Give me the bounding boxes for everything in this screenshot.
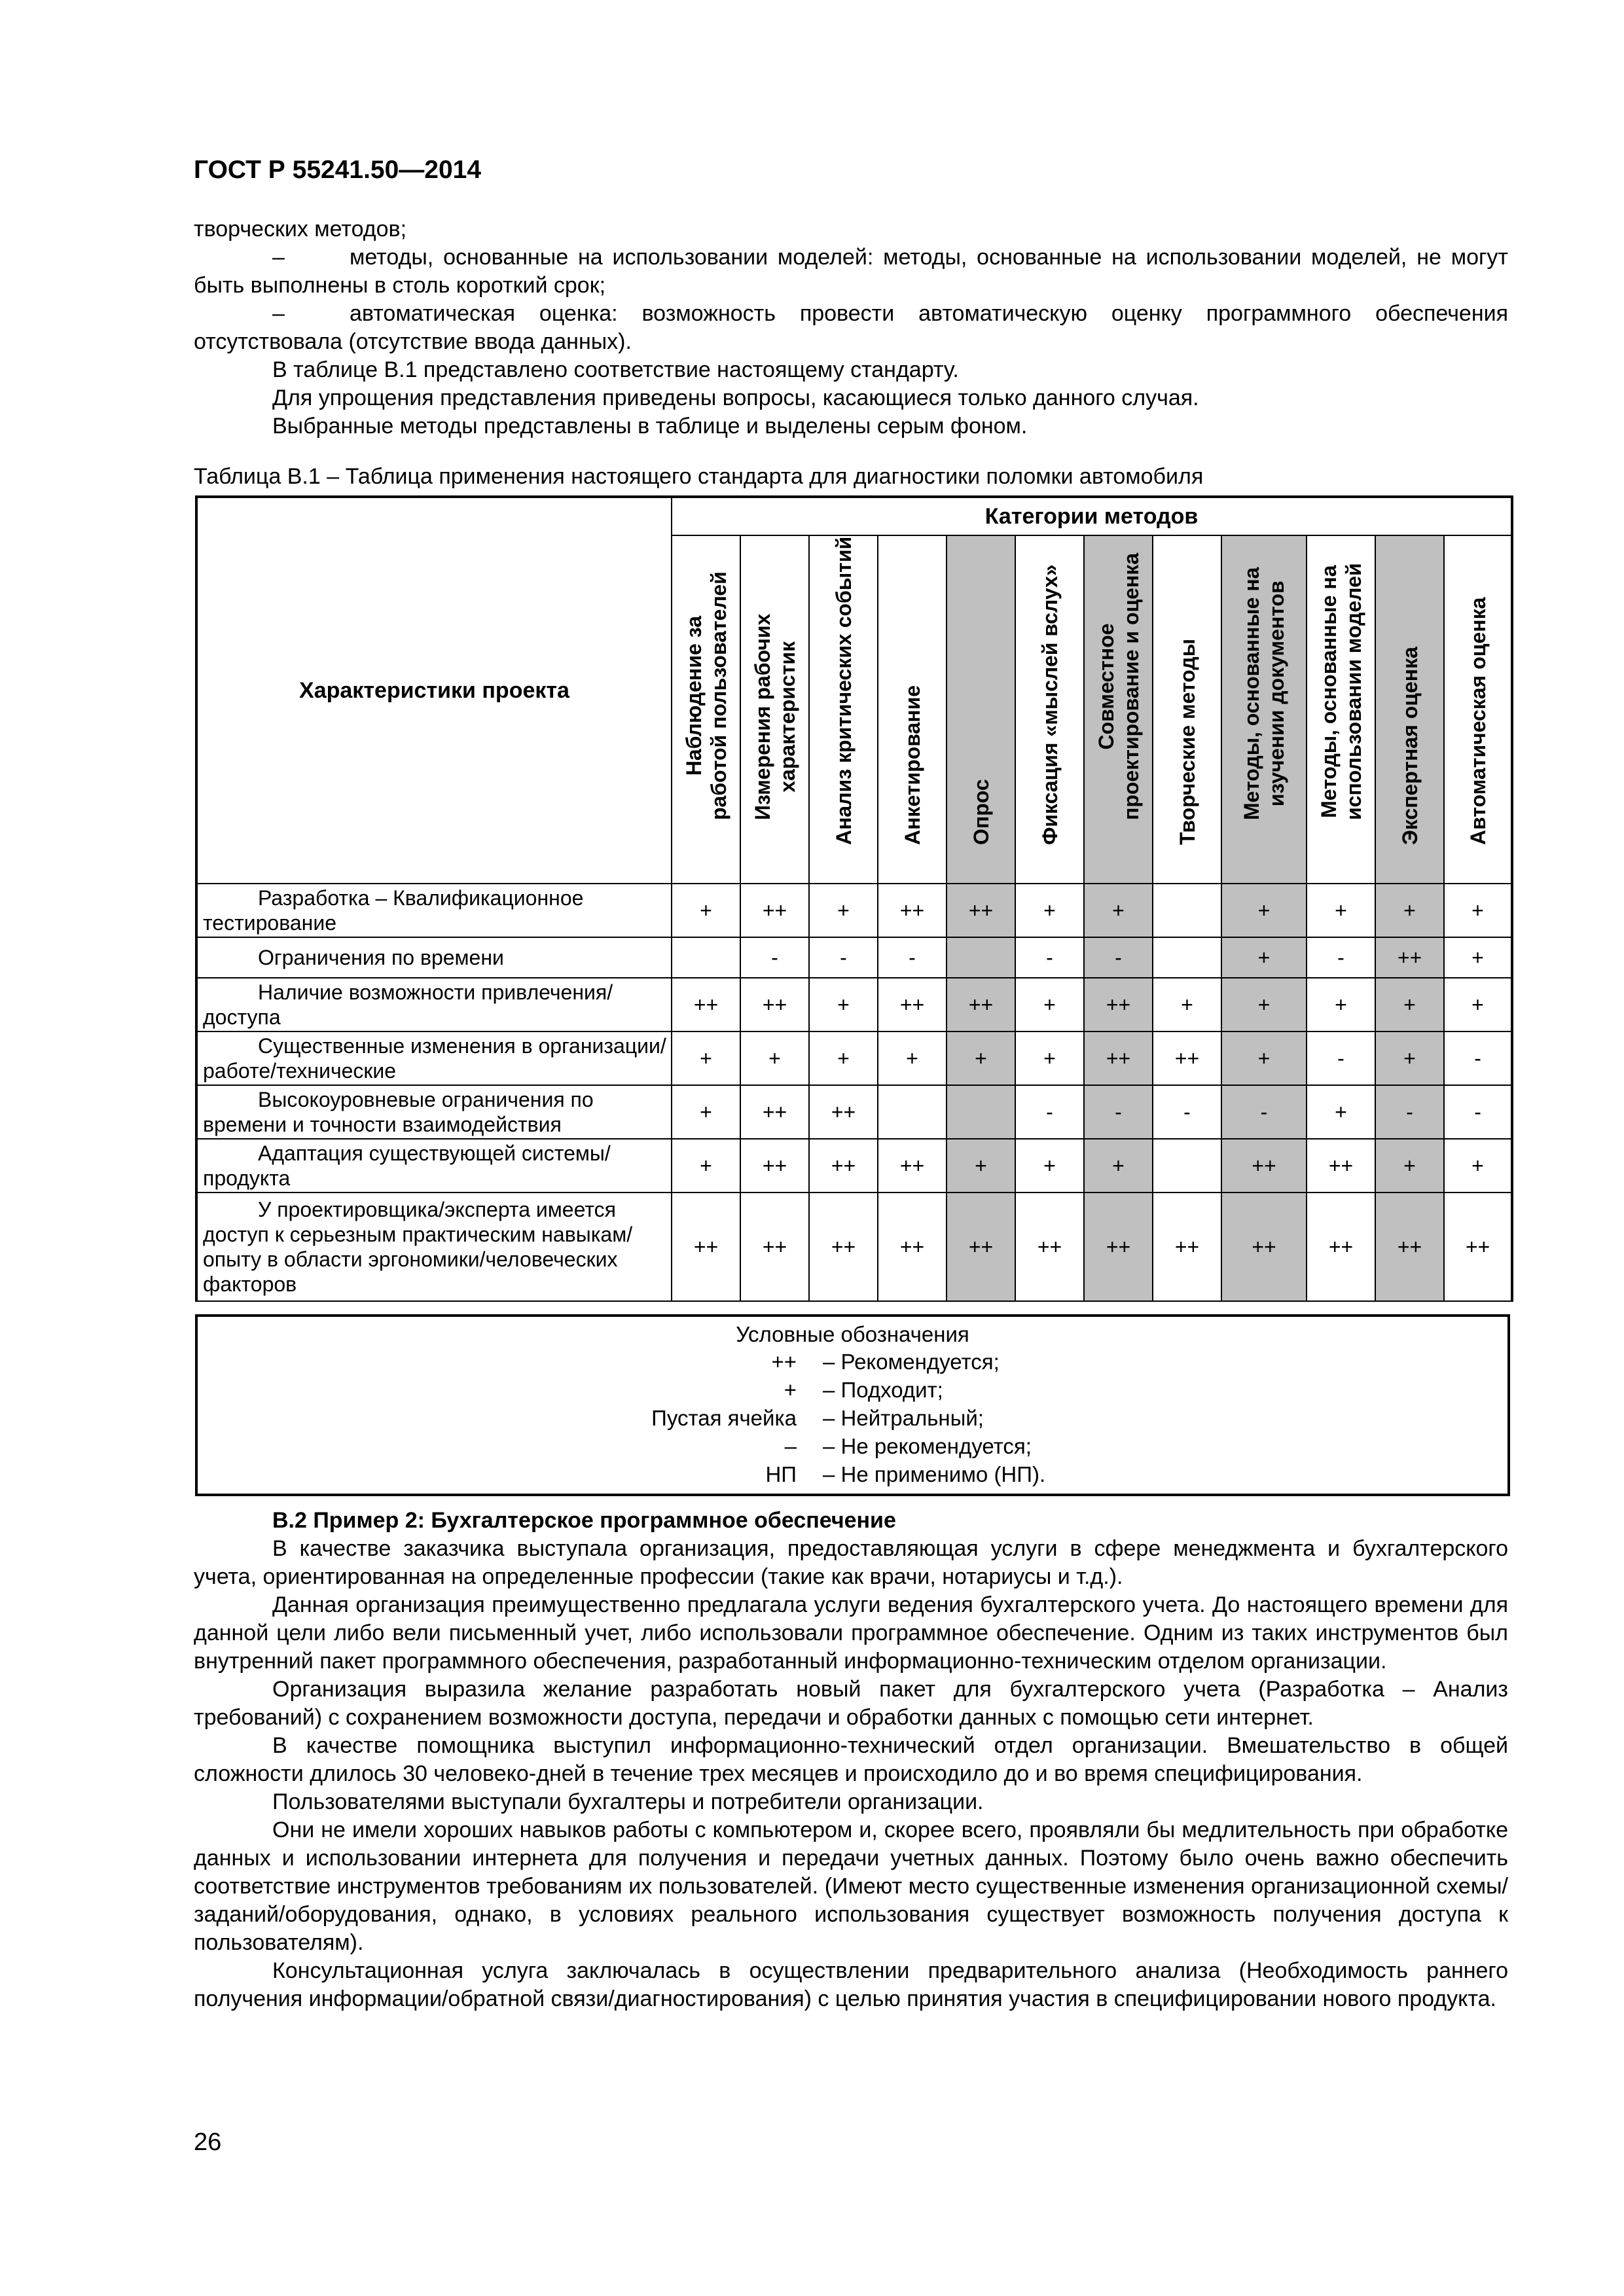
mark-cell: + — [672, 1139, 740, 1193]
row-label — [196, 937, 672, 978]
mark-cell: ++ — [947, 884, 1015, 937]
mark-cell: + — [1444, 978, 1512, 1031]
mark-cell: + — [947, 1139, 1015, 1193]
characteristics-header: Характеристики проекта — [196, 497, 672, 884]
mark-cell: + — [672, 1031, 740, 1085]
column-header — [1307, 535, 1375, 884]
column-header-label: Измерения рабочих характеристик — [750, 613, 799, 820]
row-label-text: У проектировщика/эксперта имеется доступ к серьезным практическим навыкам/опыту в области эргономики/человеческих факторов — [203, 1198, 633, 1296]
section-paragraph: Организация выразила желание разработать новый пакет для бухгалтерского учета (Разработка – Анализ требований) с сохранением возможности доступа, передачи и обработки данных с помощью сети интернет. — [194, 1677, 1508, 1730]
mark-cell: + — [672, 1085, 740, 1139]
mark-cell: - — [740, 937, 809, 978]
column-header — [672, 535, 740, 884]
mark-cell: ++ — [740, 978, 809, 1031]
table-row — [196, 978, 1512, 1031]
column-header-label: Анкетирование — [900, 685, 924, 845]
row-label — [196, 978, 672, 1031]
section-paragraphs — [194, 1535, 1508, 2013]
mark-cell: + — [1375, 978, 1444, 1031]
bullet-text: автоматическая оценка: возможность провести автоматическую оценку программного обеспечения отсутствовала (отсутствие ввода данных). — [194, 301, 1508, 354]
bullet-dash: – — [272, 301, 285, 326]
mark-cell: - — [878, 937, 947, 978]
column-header — [1444, 535, 1512, 884]
intro-paragraph: В таблице В.1 представлено соответствие настоящему стандарту. — [272, 357, 959, 382]
mark-cell: + — [1153, 978, 1221, 1031]
mark-cell — [947, 937, 1015, 978]
mark-cell: + — [1015, 1031, 1084, 1085]
mark-cell: ++ — [878, 978, 947, 1031]
legend-item — [198, 1378, 1507, 1405]
mark-cell: + — [1307, 978, 1375, 1031]
column-header — [1375, 535, 1444, 884]
intro-bullet-2 — [194, 300, 1508, 356]
column-header-label: Методы, основанные на изучении документов — [1240, 567, 1288, 820]
mark-cell: ++ — [947, 1193, 1015, 1301]
table-row — [196, 937, 1512, 978]
mark-cell — [672, 937, 740, 978]
section-block — [194, 1507, 1508, 2013]
mark-cell: + — [809, 1031, 878, 1085]
column-header-label: Фиксация «мыслей вслух» — [1038, 564, 1062, 845]
mark-cell: + — [809, 884, 878, 937]
legend-meaning: – Не применимо (НП). — [823, 1462, 1046, 1486]
mark-cell: + — [1221, 978, 1307, 1031]
mark-cell: ++ — [1221, 1193, 1307, 1301]
row-label-text: Ограничения по времени — [258, 946, 504, 969]
table-body — [196, 884, 1512, 1301]
column-header-label: Опрос — [969, 779, 993, 845]
legend-symbol: НП — [765, 1462, 797, 1486]
mark-cell: + — [1307, 1085, 1375, 1139]
section-paragraph: Консультационная услуга заключалась в осуществлении предварительного анализа (Необходимость раннего получения информации/обратной связи/диагностирования) с целью принятия участия в специфицировании нового продукта. — [194, 1958, 1508, 2011]
mark-cell: ++ — [809, 1193, 878, 1301]
legend-item — [198, 1462, 1507, 1490]
mark-cell: - — [1084, 1085, 1153, 1139]
mark-cell: + — [1444, 884, 1512, 937]
column-header-label: Экспертная оценка — [1398, 647, 1422, 845]
intro-paragraph: Для упрощения представления приведены вопросы, касающиеся только данного случая. — [272, 386, 1199, 410]
legend-meaning: – Нейтральный; — [823, 1406, 984, 1430]
table-row — [196, 884, 1512, 937]
row-label-text: Существенные изменения в организации/работе/технические — [203, 1034, 666, 1083]
row-label — [196, 1193, 672, 1301]
column-header-label: Совместное проектирование и оценка — [1094, 552, 1143, 820]
section-paragraph: Пользователями выступали бухгалтеры и потребители организации. — [272, 1789, 984, 1814]
methods-table — [195, 495, 1513, 1302]
legend-symbol: Пустая ячейка — [651, 1406, 797, 1430]
mark-cell: ++ — [672, 1193, 740, 1301]
legend-item — [198, 1434, 1507, 1462]
mark-cell: - — [1307, 1031, 1375, 1085]
mark-cell: ++ — [1153, 1193, 1221, 1301]
section-title: В.2 Пример 2: Бухгалтерское программное обеспечение — [272, 1508, 896, 1533]
intro-paragraph: Выбранные методы представлены в таблице и выделены серым фоном. — [272, 414, 1028, 439]
intro-bullet-1 — [194, 243, 1508, 300]
mark-cell — [1153, 1139, 1221, 1193]
bullet-dash: – — [272, 245, 285, 270]
table-row — [196, 1193, 1512, 1301]
column-header — [1153, 535, 1221, 884]
row-label-text: Разработка – Квалификационное тестирование — [203, 886, 584, 935]
mark-cell: ++ — [947, 978, 1015, 1031]
mark-cell: ++ — [740, 1193, 809, 1301]
mark-cell: ++ — [1015, 1193, 1084, 1301]
mark-cell: + — [878, 1031, 947, 1085]
mark-cell — [1153, 937, 1221, 978]
column-header — [1221, 535, 1307, 884]
column-header — [1015, 535, 1084, 884]
mark-cell: + — [740, 1031, 809, 1085]
row-label — [196, 884, 672, 937]
legend-symbol: + — [784, 1378, 797, 1402]
mark-cell: + — [1015, 1139, 1084, 1193]
mark-cell: - — [1015, 937, 1084, 978]
mark-cell: ++ — [878, 1193, 947, 1301]
mark-cell: + — [1084, 1139, 1153, 1193]
mark-cell: - — [1375, 1085, 1444, 1139]
mark-cell: + — [1221, 937, 1307, 978]
mark-cell: ++ — [1084, 978, 1153, 1031]
mark-cell: ++ — [1084, 1193, 1153, 1301]
mark-cell: + — [1444, 937, 1512, 978]
mark-cell: + — [1221, 884, 1307, 937]
section-paragraph: Они не имели хороших навыков работы с компьютером и, скорее всего, проявляли бы медлительность при обработке данных и использовании интернета для получения и передачи учетных данных. Поэтому было очень важно обеспечить соответствие инструментов требованиям их пользователей. (Имеют место существенные изменения организационной схемы/заданий/оборудования, однако, в условиях реального использования существует возможность получения доступа к пользователям). — [194, 1818, 1508, 1955]
table-row — [196, 1139, 1512, 1193]
legend-meaning: – Подходит; — [823, 1378, 943, 1402]
column-header-label: Наблюдение за работой пользователей — [681, 571, 731, 820]
mark-cell: ++ — [878, 1139, 947, 1193]
column-header — [740, 535, 809, 884]
mark-cell: + — [1221, 1031, 1307, 1085]
mark-cell: + — [1375, 1139, 1444, 1193]
mark-cell: ++ — [1307, 1139, 1375, 1193]
legend-item — [198, 1350, 1507, 1377]
mark-cell: ++ — [1307, 1193, 1375, 1301]
intro-continuation: творческих методов; — [194, 217, 407, 242]
column-header — [947, 535, 1015, 884]
mark-cell: ++ — [809, 1085, 878, 1139]
row-label — [196, 1139, 672, 1193]
legend-symbol: – — [784, 1434, 797, 1458]
mark-cell: + — [1015, 884, 1084, 937]
mark-cell: + — [947, 1031, 1015, 1085]
column-header — [1084, 535, 1153, 884]
column-header — [878, 535, 947, 884]
bullet-text: методы, основанные на использовании моделей: методы, основанные на использовании моделей, не могут быть выполнены в столь короткий срок; — [194, 245, 1508, 298]
mark-cell: - — [1084, 937, 1153, 978]
mark-cell: + — [1444, 1139, 1512, 1193]
page-number: 26 — [194, 2128, 222, 2156]
mark-cell: - — [1153, 1085, 1221, 1139]
column-header-label: Творческие методы — [1175, 638, 1199, 845]
mark-cell: ++ — [1375, 1193, 1444, 1301]
mark-cell — [1153, 884, 1221, 937]
legend-box — [195, 1314, 1510, 1496]
legend-meaning: – Не рекомендуется; — [823, 1434, 1032, 1458]
mark-cell: ++ — [740, 884, 809, 937]
mark-cell: + — [1015, 978, 1084, 1031]
mark-cell: + — [1375, 1031, 1444, 1085]
mark-cell: ++ — [1444, 1193, 1512, 1301]
legend-item — [198, 1406, 1507, 1433]
mark-cell: ++ — [1153, 1031, 1221, 1085]
mark-cell: + — [1084, 884, 1153, 937]
section-paragraph: В качестве помощника выступил информационно-технический отдел организации. Вмешательство в общей сложности длилось 30 человеко-дней в течение трех месяцев и происходило до и во время специфицирования. — [194, 1733, 1508, 1786]
column-header-label: Методы, основанные на использовании моделей — [1316, 563, 1365, 820]
mark-cell: - — [809, 937, 878, 978]
mark-cell: - — [1015, 1085, 1084, 1139]
legend-title: Условные обозначения — [736, 1322, 969, 1346]
mark-cell: ++ — [809, 1139, 878, 1193]
mark-cell: ++ — [672, 978, 740, 1031]
mark-cell: ++ — [740, 1139, 809, 1193]
mark-cell: ++ — [740, 1085, 809, 1139]
section-paragraph: В качестве заказчика выступала организация, предоставляющая услуги в сфере менеджмента и бухгалтерского учета, ориентированная на определенные профессии (такие как врачи, нотариусы и т.д.). — [194, 1536, 1508, 1589]
mark-cell: + — [1375, 884, 1444, 937]
mark-cell — [947, 1085, 1015, 1139]
row-label-text: Наличие возможности привлечения/доступа — [203, 980, 613, 1029]
mark-cell: - — [1221, 1085, 1307, 1139]
mark-cell: ++ — [1375, 937, 1444, 978]
intro-block — [194, 215, 1508, 440]
mark-cell: + — [809, 978, 878, 1031]
legend-symbol: ++ — [771, 1350, 797, 1374]
mark-cell: + — [672, 884, 740, 937]
page-header: ГОСТ Р 55241.50—2014 — [194, 156, 482, 184]
mark-cell: - — [1307, 937, 1375, 978]
column-header-label: Автоматическая оценка — [1466, 597, 1490, 845]
table-row — [196, 1031, 1512, 1085]
column-header-label: Анализ критических событий — [831, 536, 856, 845]
mark-cell: - — [1444, 1085, 1512, 1139]
mark-cell: ++ — [878, 884, 947, 937]
mark-cell — [878, 1085, 947, 1139]
legend-meaning: – Рекомендуется; — [823, 1350, 1000, 1374]
row-label-text: Высокоуровневые ограничения по времени и точности взаимодействия — [203, 1088, 594, 1136]
mark-cell: + — [1307, 884, 1375, 937]
mark-cell: ++ — [1221, 1139, 1307, 1193]
table-caption: Таблица В.1 – Таблица применения настоящего стандарта для диагностики поломки автомобиля — [194, 464, 1204, 489]
row-label-text: Адаптация существующей системы/продукта — [203, 1141, 611, 1190]
categories-header: Категории методов — [672, 497, 1512, 535]
row-label — [196, 1031, 672, 1085]
column-header — [809, 535, 878, 884]
mark-cell: ++ — [1084, 1031, 1153, 1085]
row-label — [196, 1085, 672, 1139]
table-row — [196, 1085, 1512, 1139]
mark-cell: - — [1444, 1031, 1512, 1085]
section-paragraph: Данная организация преимущественно предлагала услуги ведения бухгалтерского учета. До настоящего времени для данной цели либо вели письменный учет, либо использовали программное обеспечение. Одним из таких инструментов был внутренний пакет программного обеспечения, разработанный информационно-техническим отделом организации. — [194, 1592, 1508, 1674]
